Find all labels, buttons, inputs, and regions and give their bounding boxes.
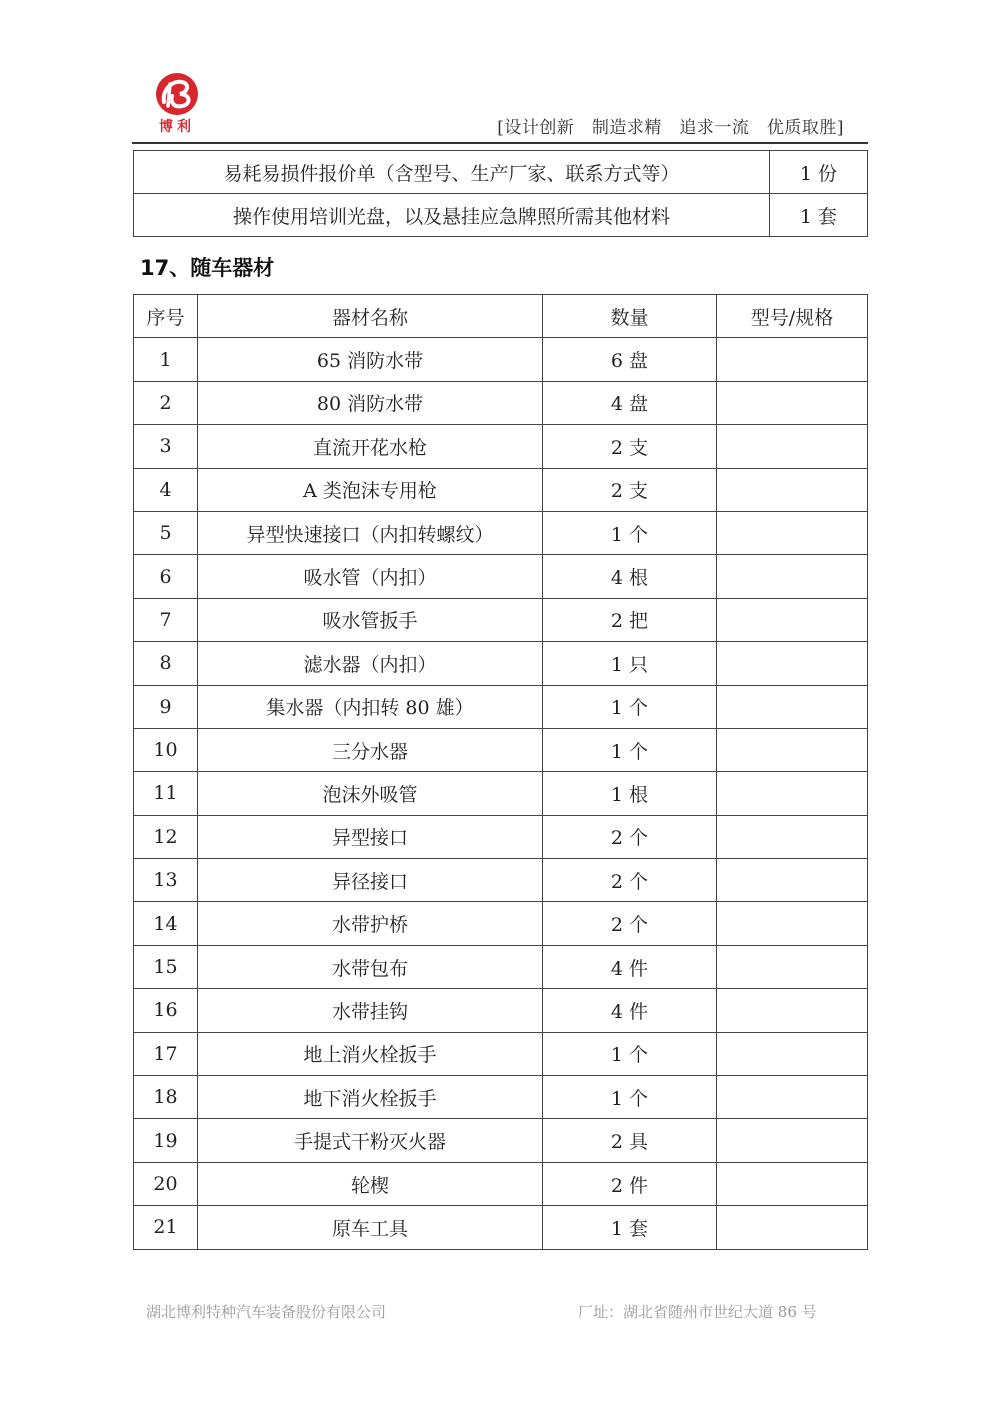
- item-cell: 操作使用培训光盘，以及悬挂应急牌照所需其他材料: [134, 194, 770, 237]
- row-name: 地上消火栓扳手: [198, 1032, 543, 1075]
- item-cell: 易耗易损件报价单（含型号、生产厂家、联系方式等）: [134, 151, 770, 194]
- row-spec: [717, 555, 868, 598]
- row-name: 异型接口: [198, 815, 543, 858]
- table-row: [134, 685, 868, 728]
- table-row: [134, 1032, 868, 1075]
- row-spec: [717, 425, 868, 468]
- table-row: [134, 772, 868, 815]
- logo-text: 博利: [159, 119, 195, 135]
- row-name: 吸水管（内扣）: [198, 555, 543, 598]
- row-spec: [717, 685, 868, 728]
- row-spec: [717, 859, 868, 902]
- row-name: 80 消防水带: [198, 381, 543, 424]
- row-spec: [717, 772, 868, 815]
- row-spec: [717, 1119, 868, 1162]
- row-name: 泡沫外吸管: [198, 772, 543, 815]
- table-row: [134, 468, 868, 511]
- row-qty: 2 件: [543, 1162, 717, 1205]
- row-qty: 1 个: [543, 728, 717, 771]
- table-row: [134, 642, 868, 685]
- header-divider: [132, 142, 868, 144]
- row-qty: 4 盘: [543, 381, 717, 424]
- row-name: 异径接口: [198, 859, 543, 902]
- row-spec: [717, 511, 868, 554]
- row-spec: [717, 1076, 868, 1119]
- table-row: [134, 381, 868, 424]
- row-qty: 1 个: [543, 1032, 717, 1075]
- row-name: 原车工具: [198, 1206, 543, 1249]
- row-qty: 1 个: [543, 685, 717, 728]
- row-spec: [717, 728, 868, 771]
- row-index: 2: [134, 381, 198, 424]
- row-name: 集水器（内扣转 80 雄）: [198, 685, 543, 728]
- row-name: 地下消火栓扳手: [198, 1076, 543, 1119]
- row-qty: 4 根: [543, 555, 717, 598]
- row-index: 9: [134, 685, 198, 728]
- logo-mark-icon: [150, 72, 204, 116]
- row-index: 6: [134, 555, 198, 598]
- header-qty: 数量: [543, 295, 717, 338]
- row-name: 异型快速接口（内扣转螺纹）: [198, 511, 543, 554]
- qty-cell: 1 份: [770, 151, 868, 194]
- row-index: 13: [134, 859, 198, 902]
- row-qty: 2 个: [543, 902, 717, 945]
- table-row: [134, 815, 868, 858]
- row-name: 直流开花水枪: [198, 425, 543, 468]
- row-qty: 4 件: [543, 945, 717, 988]
- table-row: [134, 1206, 868, 1249]
- table-row: [134, 555, 868, 598]
- row-name: 轮楔: [198, 1162, 543, 1205]
- row-qty: 2 把: [543, 598, 717, 641]
- row-name: A 类泡沫专用枪: [198, 468, 543, 511]
- table-row: [134, 728, 868, 771]
- row-name: 65 消防水带: [198, 338, 543, 381]
- footer-company: 湖北博利特种汽车装备股份有限公司: [146, 1303, 387, 1321]
- row-qty: 1 只: [543, 642, 717, 685]
- row-qty: 1 个: [543, 1076, 717, 1119]
- row-name: 滤水器（内扣）: [198, 642, 543, 685]
- row-qty: 2 个: [543, 859, 717, 902]
- table-row: [134, 194, 868, 237]
- table-row: [134, 1076, 868, 1119]
- row-qty: 1 套: [543, 1206, 717, 1249]
- qty-cell: 1 套: [770, 194, 868, 237]
- table-header-row: [134, 295, 868, 338]
- row-spec: [717, 381, 868, 424]
- table-row: [134, 425, 868, 468]
- row-index: 1: [134, 338, 198, 381]
- row-qty: 6 盘: [543, 338, 717, 381]
- header-name: 器材名称: [198, 295, 543, 338]
- row-name: 三分水器: [198, 728, 543, 771]
- footer-address: 厂址：湖北省随州市世纪大道 86 号: [578, 1303, 817, 1321]
- equipment-table: [133, 294, 868, 1250]
- row-index: 20: [134, 1162, 198, 1205]
- row-index: 15: [134, 945, 198, 988]
- table-row: [134, 902, 868, 945]
- section-title: 17、随车器材: [140, 256, 275, 280]
- table-row: [134, 511, 868, 554]
- row-spec: [717, 468, 868, 511]
- row-index: 4: [134, 468, 198, 511]
- table-row: [134, 1119, 868, 1162]
- table-row: [134, 1162, 868, 1205]
- row-name: 手提式干粉灭火器: [198, 1119, 543, 1162]
- row-qty: 4 件: [543, 989, 717, 1032]
- row-name: 水带护桥: [198, 902, 543, 945]
- row-qty: 2 支: [543, 468, 717, 511]
- row-index: 8: [134, 642, 198, 685]
- table-row: [134, 151, 868, 194]
- row-index: 14: [134, 902, 198, 945]
- header-index: 序号: [134, 295, 198, 338]
- row-index: 7: [134, 598, 198, 641]
- table-row: [134, 598, 868, 641]
- row-spec: [717, 1162, 868, 1205]
- row-spec: [717, 598, 868, 641]
- row-qty: 2 具: [543, 1119, 717, 1162]
- row-spec: [717, 642, 868, 685]
- row-spec: [717, 1206, 868, 1249]
- row-index: 5: [134, 511, 198, 554]
- row-qty: 2 个: [543, 815, 717, 858]
- row-name: 吸水管扳手: [198, 598, 543, 641]
- table-row: [134, 859, 868, 902]
- row-index: 3: [134, 425, 198, 468]
- row-index: 17: [134, 1032, 198, 1075]
- row-qty: 1 根: [543, 772, 717, 815]
- row-index: 19: [134, 1119, 198, 1162]
- row-spec: [717, 338, 868, 381]
- company-logo: [148, 72, 206, 134]
- header-spec: 型号/规格: [717, 295, 868, 338]
- row-index: 12: [134, 815, 198, 858]
- table-row: [134, 945, 868, 988]
- row-index: 21: [134, 1206, 198, 1249]
- row-index: 11: [134, 772, 198, 815]
- row-index: 10: [134, 728, 198, 771]
- row-spec: [717, 902, 868, 945]
- row-index: 18: [134, 1076, 198, 1119]
- table-row: [134, 338, 868, 381]
- row-name: 水带挂钩: [198, 989, 543, 1032]
- row-qty: 2 支: [543, 425, 717, 468]
- row-index: 16: [134, 989, 198, 1032]
- continuation-table: [133, 150, 868, 237]
- table-row: [134, 989, 868, 1032]
- row-spec: [717, 989, 868, 1032]
- row-spec: [717, 1032, 868, 1075]
- row-name: 水带包布: [198, 945, 543, 988]
- header-slogan: [设计创新 制造求精 追求一流 优质取胜]: [497, 118, 844, 138]
- row-qty: 1 个: [543, 511, 717, 554]
- row-spec: [717, 945, 868, 988]
- row-spec: [717, 815, 868, 858]
